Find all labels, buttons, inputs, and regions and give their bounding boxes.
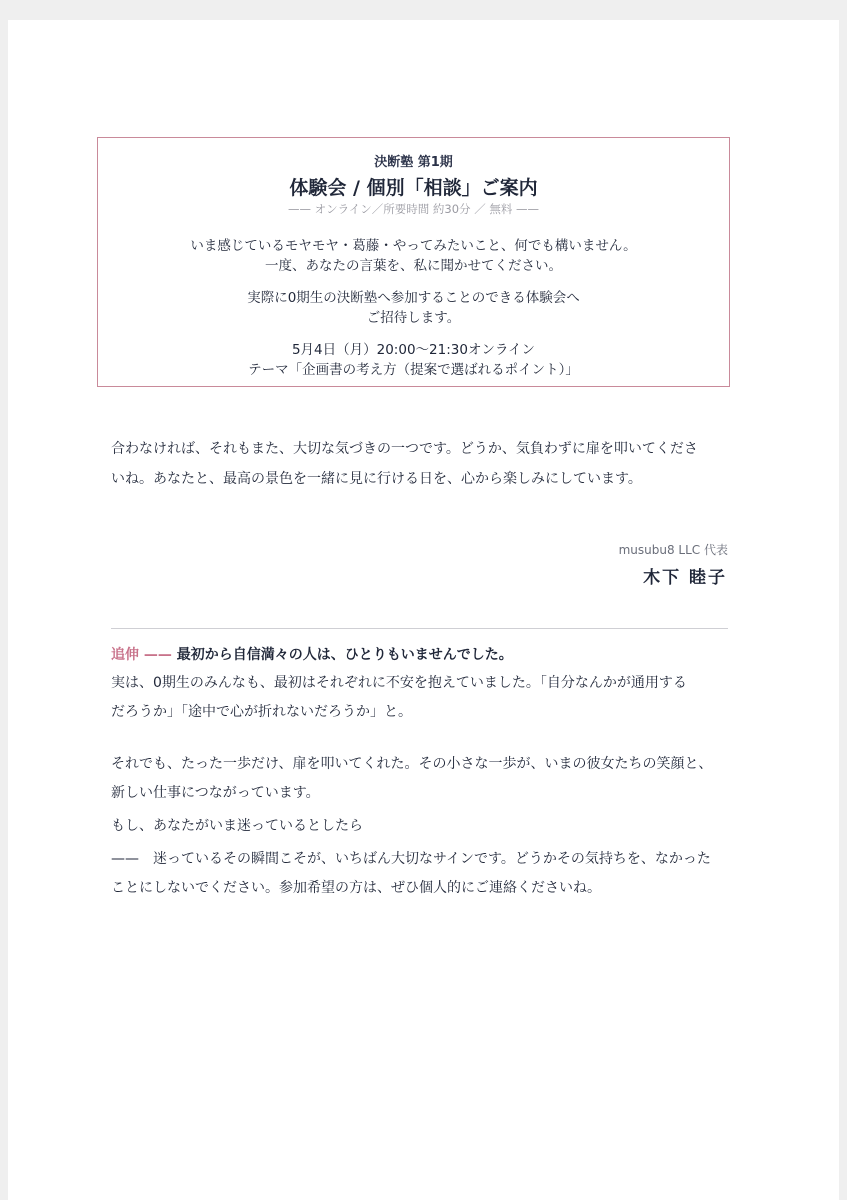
program-name: 決断塾 第1期 [374,155,453,170]
intro-line: いま感じているモヤモヤ・葛藤・やってみたいこと、何でも構いません。 [190,238,637,254]
signature-name: 木下 睦子 [643,568,727,588]
offer-line: ご招待します。 [366,310,461,326]
body-line: 合わなければ、それもまた、大切な気づきの一つです。どうか、気負わずに扉を叩いてくださ [111,441,698,457]
postscript-line: だろうか」「途中で心が折れないだろうか」と。 [111,704,412,720]
event-datetime: 5月4日（月）20:00〜21:30オンライン [291,342,536,358]
postscript-label: 追伸 [111,647,139,663]
invitation-offer [98,288,729,328]
body-line: いね。あなたと、最高の景色を一緒に見に行ける日を、心から楽しみにしています。 [111,471,642,487]
invitation-title: 体験会 / 個別「相談」ご案内 [289,177,538,199]
invitation-meta: —— オンライン／所要時間 約30分 ／ 無料 —— [287,202,540,216]
postscript-line: もし、あなたがいま迷っているとしたら [111,818,363,834]
postscript-paragraph [111,812,731,841]
invitation-box [97,137,730,387]
postscript-heading [111,644,731,666]
postscript-line: 新しい仕事につながっています。 [111,785,320,801]
postscript-paragraph [111,845,731,903]
postscript-line: —— 迷っているその瞬間こそが、いちばん大切なサインです。どうかその気持ちを、なかった [111,851,711,867]
event-theme: テーマ「企画書の考え方（提案で選ばれるポイント）」 [248,362,579,378]
signature-company: musubu8 LLC 代表 [618,543,728,557]
postscript-dash: —— [143,647,172,663]
postscript-line: ことにしないでください。参加希望の方は、ぜひ個人的にご連絡くださいね。 [111,880,601,896]
invitation-intro [98,236,729,276]
body-paragraph [111,434,731,494]
postscript-line: 実は、0期生のみんなも、最初はそれぞれに不安を抱えていました。「自分なんかが通用する [111,675,687,691]
postscript-lead: 最初から自信満々の人は、ひとりもいませんでした。 [176,647,513,663]
event-details [98,340,729,380]
section-divider [111,628,728,629]
postscript-paragraph [111,669,731,727]
offer-line: 実際に0期生の決断塾へ参加することのできる体験会へ [247,290,580,306]
postscript-paragraph [111,750,731,808]
postscript-line: それでも、たった一歩だけ、扉を叩いてくれた。その小さな一歩が、いまの彼女たちの笑顔と、 [111,756,713,772]
intro-line: 一度、あなたの言葉を、私に聞かせてください。 [265,258,562,274]
